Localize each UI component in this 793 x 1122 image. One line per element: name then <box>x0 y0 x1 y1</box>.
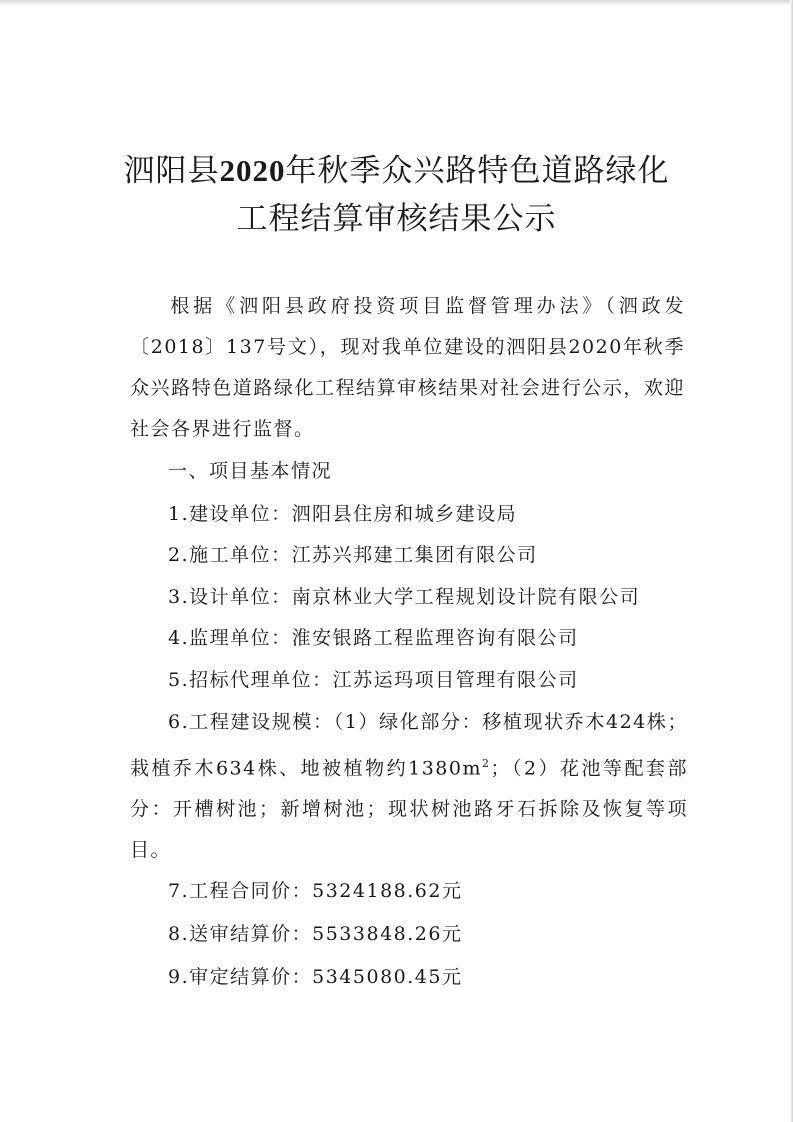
item-contract-price: 7.工程合同价：5324188.62元 <box>168 880 463 902</box>
title-line-2: 工程结算审核结果公示 <box>236 201 557 237</box>
item-construction-scale <box>130 702 688 871</box>
intro-paragraph <box>130 286 685 450</box>
item-construction-unit: 1.建设单位：泗阳县住房和城乡建设局 <box>168 503 518 525</box>
item-bidding-agent: 5.招标代理单位：江苏运玛项目管理有限公司 <box>168 669 579 691</box>
item-approved-price: 9.审定结算价：5345080.45元 <box>168 966 463 988</box>
scale-unit: m <box>462 757 483 780</box>
item-contractor: 2.施工单位：江苏兴邦建工集团有限公司 <box>168 544 538 566</box>
section-heading-basic-info: 一、项目基本情况 <box>168 460 333 482</box>
item-supervision-unit: 4.监理单位：淮安银路工程监理咨询有限公司 <box>168 627 579 649</box>
scale-rest: ；（2）花池等配套部分：开槽树池；新增树池；现状树池路牙石拆除及恢复等项目。 <box>130 757 688 862</box>
item-design-unit: 3.设计单位：南京林业大学工程规划设计院有限公司 <box>168 586 641 608</box>
title-year: 2020 <box>219 153 286 188</box>
title-line-1 <box>60 149 733 193</box>
scan-edge-top <box>0 0 793 6</box>
scale-unit-sup: 2 <box>482 757 491 770</box>
intro-text: 根据《泗阳县政府投资项目监督管理办法》（泗政发〔2018〕137号文），现对我单位建设的泗阳县2020年秋季众兴路特色道路绿化工程结算审核结果对社会进行公示，欢迎社会各界进行监督。 <box>130 295 685 440</box>
item-submitted-price: 8.送审结算价：5533848.26元 <box>168 923 463 945</box>
title-prefix: 泗阳县 <box>123 153 220 189</box>
scale-lead: 6.工程建设规模：（1）绿化部分：移植现状乔木424株；栽植乔木634株、地被植物约1380 <box>130 711 688 780</box>
title-suffix: 年秋季众兴路特色道路绿化 <box>285 153 670 189</box>
